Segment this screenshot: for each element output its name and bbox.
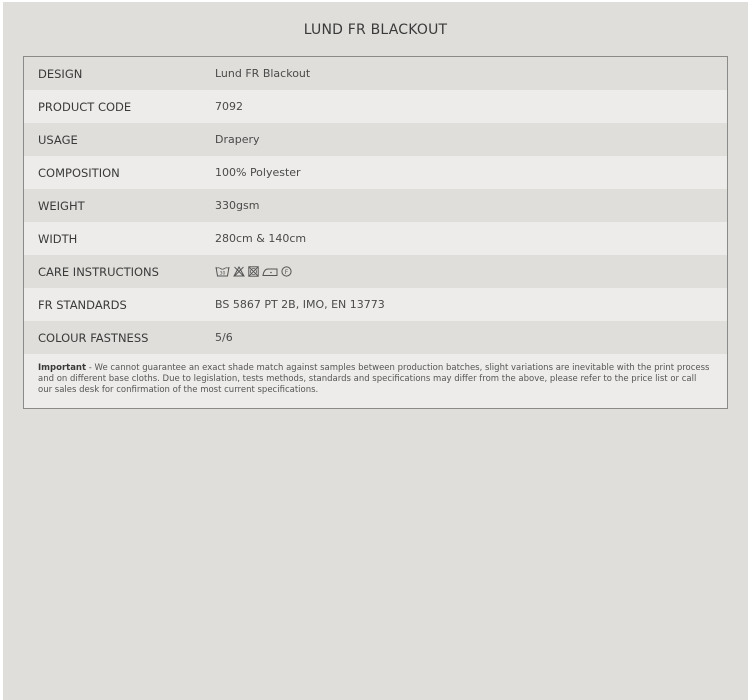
spec-value: BS 5867 PT 2B, IMO, EN 13773: [215, 298, 385, 311]
spec-row-width: [24, 222, 727, 255]
spec-label: COMPOSITION: [38, 165, 120, 180]
page-title: LUND FR BLACKOUT: [303, 22, 448, 38]
spec-label: WEIGHT: [38, 198, 85, 213]
spec-label: WIDTH: [38, 231, 78, 246]
important-note: [24, 354, 727, 408]
spec-row-care-instructions: [24, 255, 727, 288]
iron-low-icon: [262, 266, 278, 277]
do-not-tumble-dry-icon: [248, 266, 259, 277]
spec-value: 100% Polyester: [215, 166, 301, 179]
spec-label: CARE INSTRUCTIONS: [38, 264, 159, 279]
spec-table: [23, 56, 728, 409]
spec-value: 330gsm: [215, 199, 260, 212]
spec-sheet-panel: [3, 2, 748, 700]
spec-value: 7092: [215, 100, 243, 113]
note-text: - We cannot guarantee an exact shade match against samples between production batches, slight variations are inevitable with the print process and on different base cloths. Due to legislation, tests methods, standards and specifications may differ from the above, please refer to the price list or call our sales desk for confirmation of the most current specifications.: [38, 363, 710, 395]
spec-label: FR STANDARDS: [38, 297, 127, 312]
care-icons: [215, 266, 292, 277]
do-not-bleach-icon: [233, 266, 245, 277]
spec-value: 5/6: [215, 331, 233, 344]
spec-label: DESIGN: [38, 66, 83, 81]
spec-row-product-code: [24, 90, 727, 123]
spec-label: PRODUCT CODE: [38, 99, 132, 114]
spec-label: COLOUR FASTNESS: [38, 330, 149, 345]
svg-text:F: F: [284, 268, 289, 276]
spec-value: Lund FR Blackout: [215, 67, 311, 80]
spec-row-colour-fastness: [24, 321, 727, 354]
svg-text:30: 30: [219, 271, 226, 277]
spec-value: 280cm & 140cm: [215, 232, 307, 245]
wash-30-icon: [215, 266, 230, 277]
spec-row-usage: [24, 123, 727, 156]
spec-value: Drapery: [215, 133, 260, 146]
dry-clean-f-icon: [281, 266, 292, 277]
spec-row-fr-standards: [24, 288, 727, 321]
spec-row-composition: [24, 156, 727, 189]
spec-row-design: [24, 57, 727, 90]
note-lead: Important: [38, 363, 87, 373]
spec-label: USAGE: [38, 132, 78, 147]
spec-row-weight: [24, 189, 727, 222]
